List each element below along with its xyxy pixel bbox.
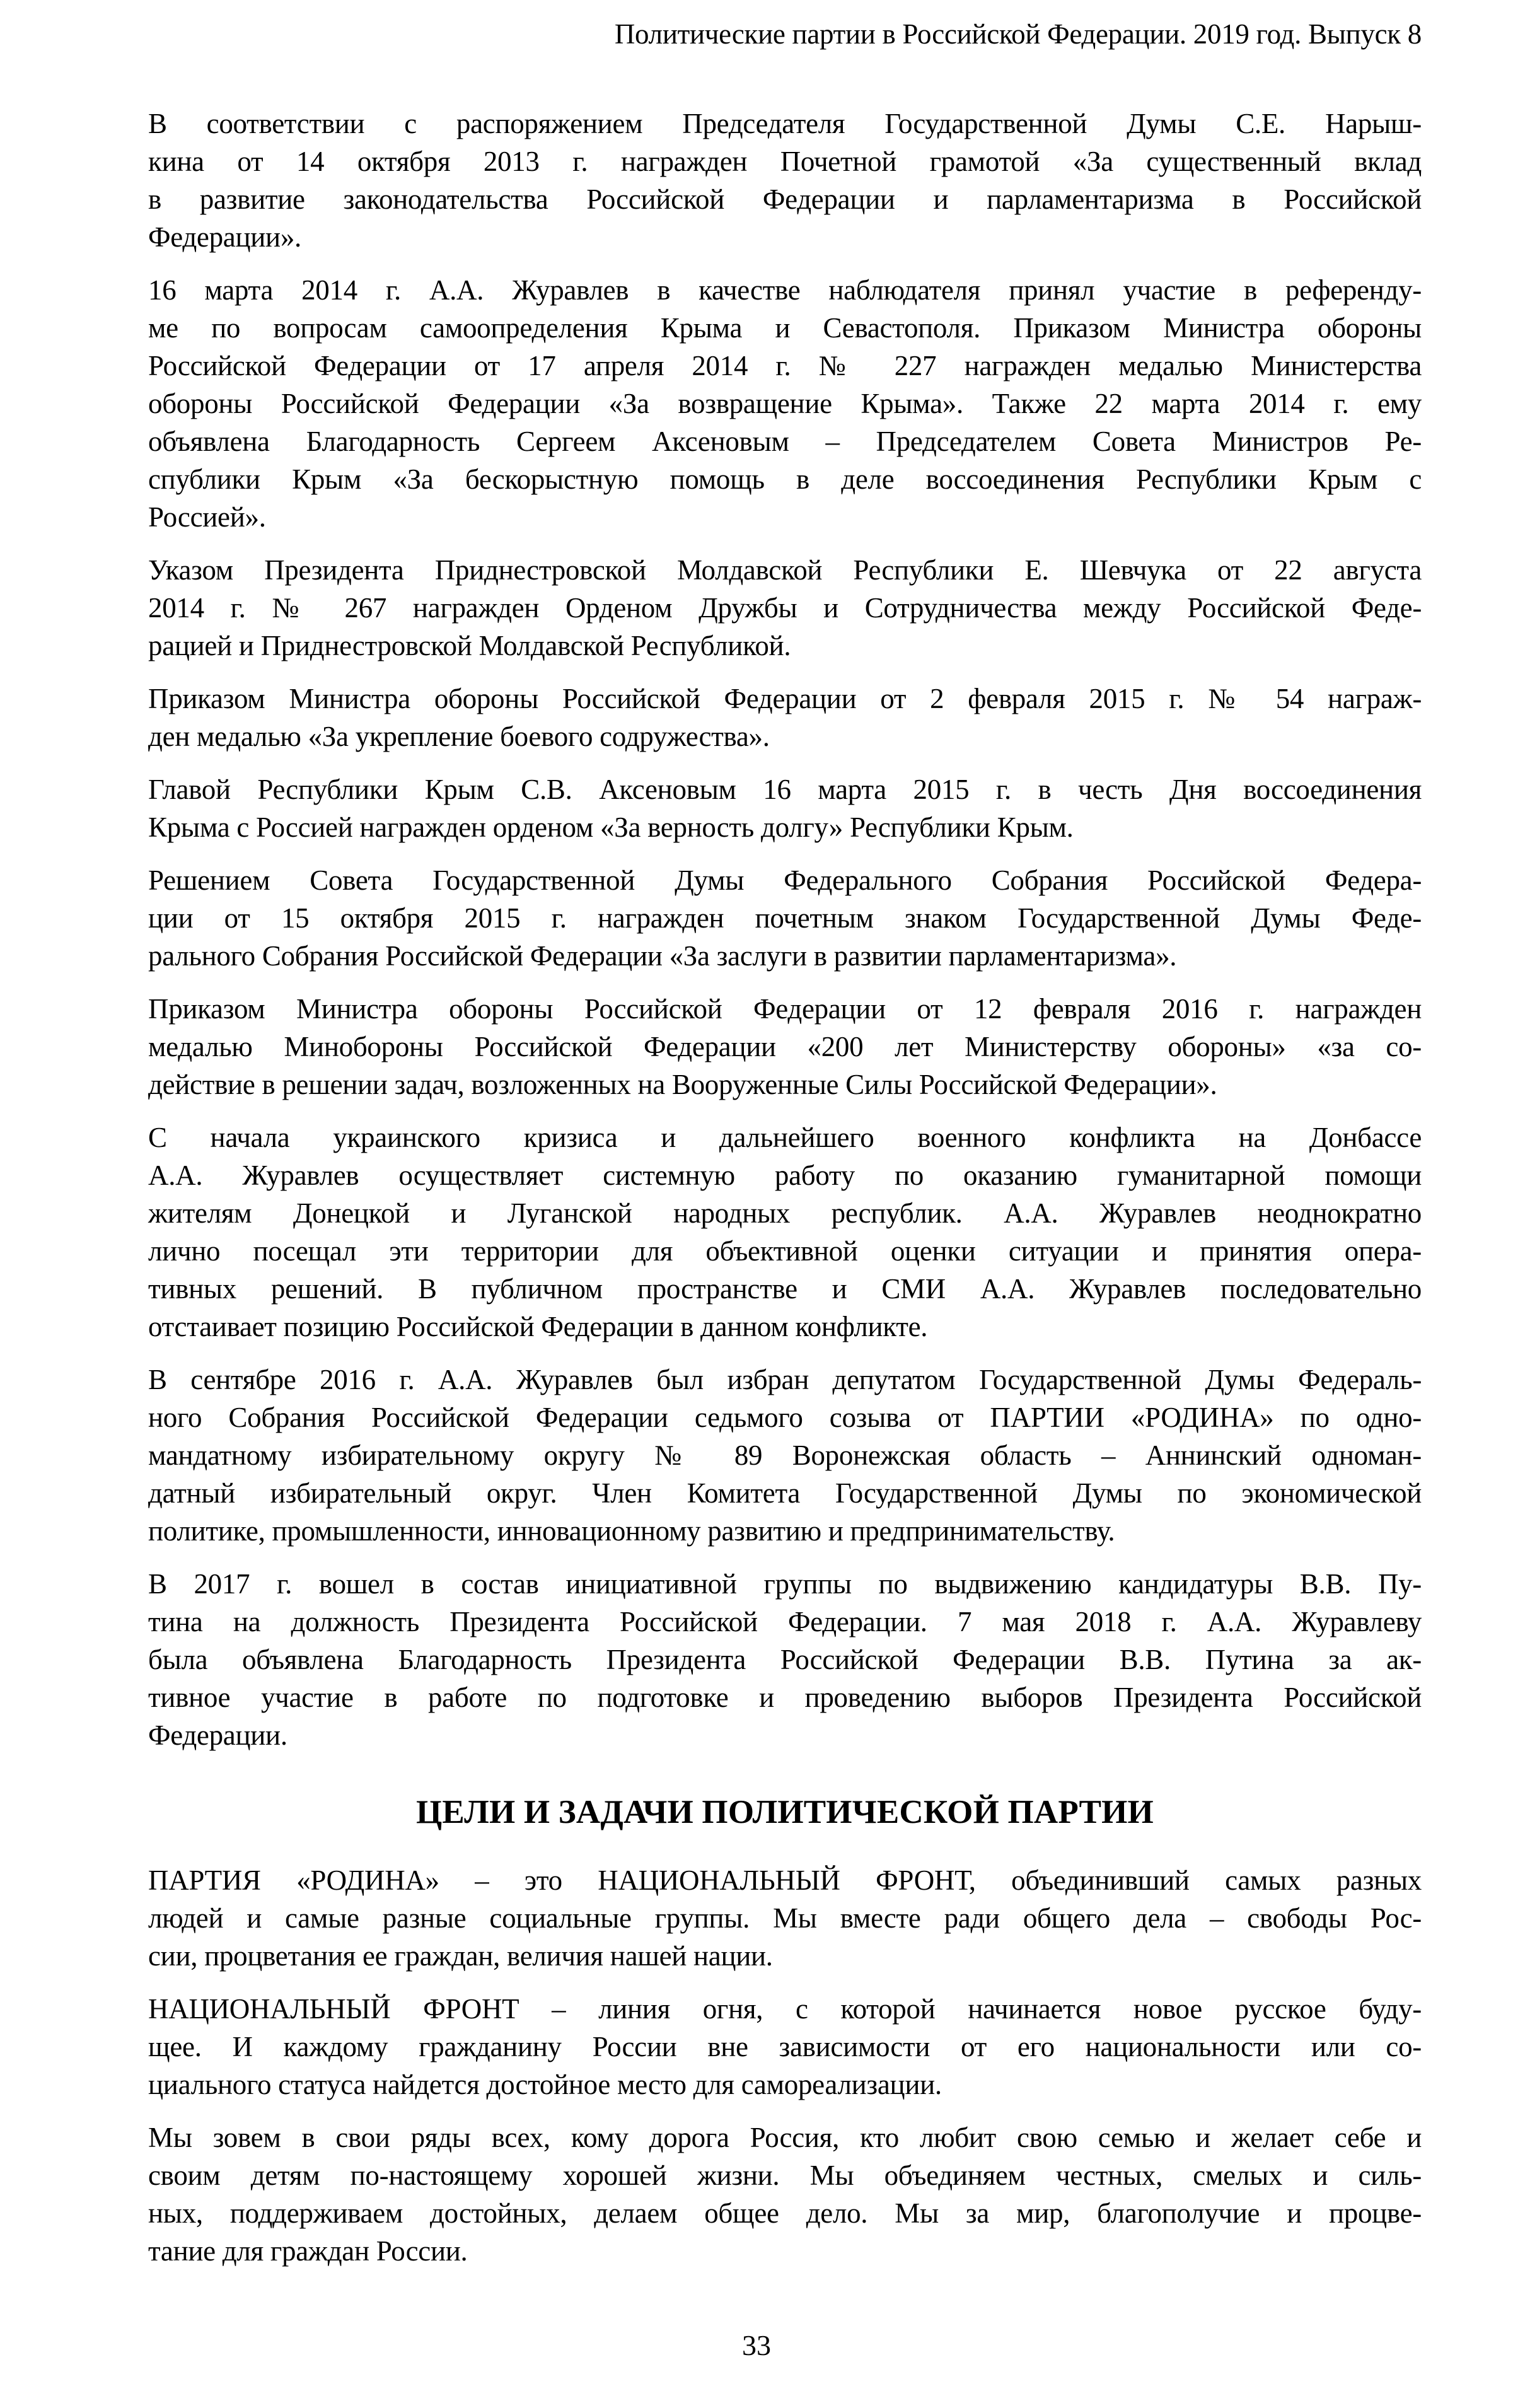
paragraph-line: Приказом Министра обороны Российской Федерации от 2 февраля 2015 г. № 54 награж- (148, 683, 1422, 714)
paragraph (148, 680, 1422, 755)
paragraph (148, 1119, 1422, 1346)
paragraph-line: тивных решений. В публичном пространстве и СМИ А.А. Журавлев последовательно (148, 1273, 1422, 1305)
paragraph-line: ции от 15 октября 2015 г. награжден почетным знаком Государственной Думы Феде- (148, 902, 1422, 934)
biography-paragraphs (148, 105, 1422, 1754)
paragraph-line: Приказом Министра обороны Российской Федерации от 12 февраля 2016 г. награжден (148, 993, 1422, 1025)
paragraph (148, 1565, 1422, 1754)
paragraph-line: действие в решении задач, возложенных на Вооруженные Силы Российской Федерации». (148, 1069, 1217, 1100)
paragraph-line: отстаивает позицию Российской Федерации в данном конфликте. (148, 1311, 928, 1342)
section-heading: ЦЕЛИ И ЗАДАЧИ ПОЛИТИЧЕСКОЙ ПАРТИИ (416, 1794, 1154, 1830)
paragraph-line: в развитие законодательства Российской Федерации и парламентаризма в Российской (148, 183, 1422, 215)
paragraph-line: В сентябре 2016 г. А.А. Журавлев был избран депутатом Государственной Думы Федераль- (148, 1364, 1422, 1395)
paragraph-line: ден медалью «За укрепление боевого содружества». (148, 721, 770, 752)
running-header: Политические партии в Российской Федерации. 2019 год. Выпуск 8 (614, 18, 1422, 50)
paragraph-line: С начала украинского кризиса и дальнейшего военного конфликта на Донбассе (148, 1122, 1422, 1153)
paragraph-line: А.А. Журавлев осуществляет системную работу по оказанию гуманитарной помощи (148, 1160, 1422, 1191)
paragraph-line: медалью Минобороны Российской Федерации «200 лет Министерству обороны» «за со- (148, 1031, 1422, 1062)
paragraph (148, 105, 1422, 256)
paragraph (148, 861, 1422, 975)
paragraph-line: Главой Республики Крым С.В. Аксеновым 16 марта 2015 г. в честь Дня воссоединения (148, 774, 1422, 805)
paragraph-line: 16 марта 2014 г. А.А. Журавлев в качестве наблюдателя принял участие в референду- (148, 274, 1422, 306)
paragraph (148, 551, 1422, 665)
paragraph-line: В 2017 г. вошел в состав инициативной группы по выдвижению кандидатуры В.В. Пу- (148, 1568, 1422, 1600)
paragraph-line: Решением Совета Государственной Думы Федерального Собрания Российской Федера- (148, 864, 1422, 896)
paragraph-line: Крыма с Россией награжден орденом «За верность долгу» Республики Крым. (148, 811, 1074, 843)
paragraph (148, 771, 1422, 846)
paragraph-line: ного Собрания Российской Федерации седьмого созыва от ПАРТИИ «РОДИНА» по одно- (148, 1402, 1422, 1433)
paragraph-line: мандатному избирательному округу № 89 Воронежская область – Аннинский одноман- (148, 1440, 1422, 1471)
paragraph-line: тание для граждан России. (148, 2235, 468, 2267)
paragraph (148, 1990, 1422, 2103)
paragraph-line: рацией и Приднестровской Молдавской Республикой. (148, 630, 791, 661)
paragraph-line: людей и самые разные социальные группы. Мы вместе ради общего дела – свободы Рос- (148, 1902, 1422, 1934)
paragraph-line: кина от 14 октября 2013 г. награжден Почетной грамотой «За существенный вклад (148, 146, 1422, 177)
paragraph-line: ПАРТИЯ «РОДИНА» – это НАЦИОНАЛЬНЫЙ ФРОНТ, объединивший самых разных (148, 1864, 1422, 1896)
paragraph-line: тина на должность Президента Российской Федерации. 7 мая 2018 г. А.А. Журавлеву (148, 1606, 1422, 1637)
paragraph (148, 1361, 1422, 1550)
paragraph (148, 1861, 1422, 1975)
page-content (148, 105, 1422, 2270)
page-number: 33 (742, 2329, 771, 2361)
paragraph-line: своим детям по-настоящему хорошей жизни. Мы объединяем честных, смелых и силь- (148, 2160, 1422, 2191)
paragraph-line: рального Собрания Российской Федерации «За заслуги в развитии парламентаризма». (148, 940, 1177, 972)
paragraph-line: Мы зовем в свои ряды всех, кому дорога Россия, кто любит свою семью и желает себе и (148, 2122, 1422, 2153)
paragraph-line: щее. И каждому гражданину России вне зависимости от его национальности или со- (148, 2031, 1422, 2062)
paragraph-line: датный избирательный округ. Член Комитета Государственной Думы по экономической (148, 1477, 1422, 1509)
paragraph-line: объявлена Благодарность Сергеем Аксеновым – Председателем Совета Министров Ре- (148, 426, 1422, 457)
paragraph-line: жителям Донецкой и Луганской народных республик. А.А. Журавлев неоднократно (148, 1197, 1422, 1229)
paragraph-line: Российской Федерации от 17 апреля 2014 г. № 227 награжден медалью Министерства (148, 350, 1422, 381)
paragraph-line: Федерации». (148, 221, 301, 253)
paragraph-line: ных, поддерживаем достойных, делаем общее дело. Мы за мир, благополучие и процве- (148, 2197, 1422, 2229)
paragraph-line: лично посещал эти территории для объективной оценки ситуации и принятия опера- (148, 1235, 1422, 1267)
paragraph-line: спублики Крым «За бескорыстную помощь в деле воссоединения Республики Крым с (148, 463, 1422, 495)
paragraph-line: была объявлена Благодарность Президента Российской Федерации В.В. Путина за ак- (148, 1644, 1422, 1675)
paragraph-line: обороны Российской Федерации «За возвращение Крыма». Также 22 марта 2014 г. ему (148, 388, 1422, 419)
paragraph-line: В соответствии с распоряжением Председателя Государственной Думы С.Е. Нарыш- (148, 108, 1422, 139)
paragraph-line: сии, процветания ее граждан, величия нашей нации. (148, 1940, 773, 1972)
paragraph-line: политике, промышленности, инновационному развитию и предпринимательству. (148, 1515, 1115, 1547)
paragraph (148, 2119, 1422, 2270)
paragraph-line: Указом Президента Приднестровской Молдавской Республики Е. Шевчука от 22 августа (148, 554, 1422, 586)
goals-paragraphs (148, 1861, 1422, 2270)
paragraph-line: Федерации. (148, 1719, 287, 1751)
paragraph-line: 2014 г. № 267 награжден Орденом Дружбы и Сотрудничества между Российской Феде- (148, 592, 1422, 624)
paragraph-line: циального статуса найдется достойное место для самореализации. (148, 2069, 942, 2100)
paragraph (148, 990, 1422, 1103)
paragraph-line: тивное участие в работе по подготовке и проведению выборов Президента Российской (148, 1682, 1422, 1713)
paragraph-line: ме по вопросам самоопределения Крыма и Севастополя. Приказом Министра обороны (148, 312, 1422, 344)
paragraph-line: НАЦИОНАЛЬНЫЙ ФРОНТ – линия огня, с которой начинается новое русское буду- (148, 1993, 1422, 2025)
paragraph-line: Россией». (148, 501, 266, 533)
paragraph (148, 271, 1422, 536)
